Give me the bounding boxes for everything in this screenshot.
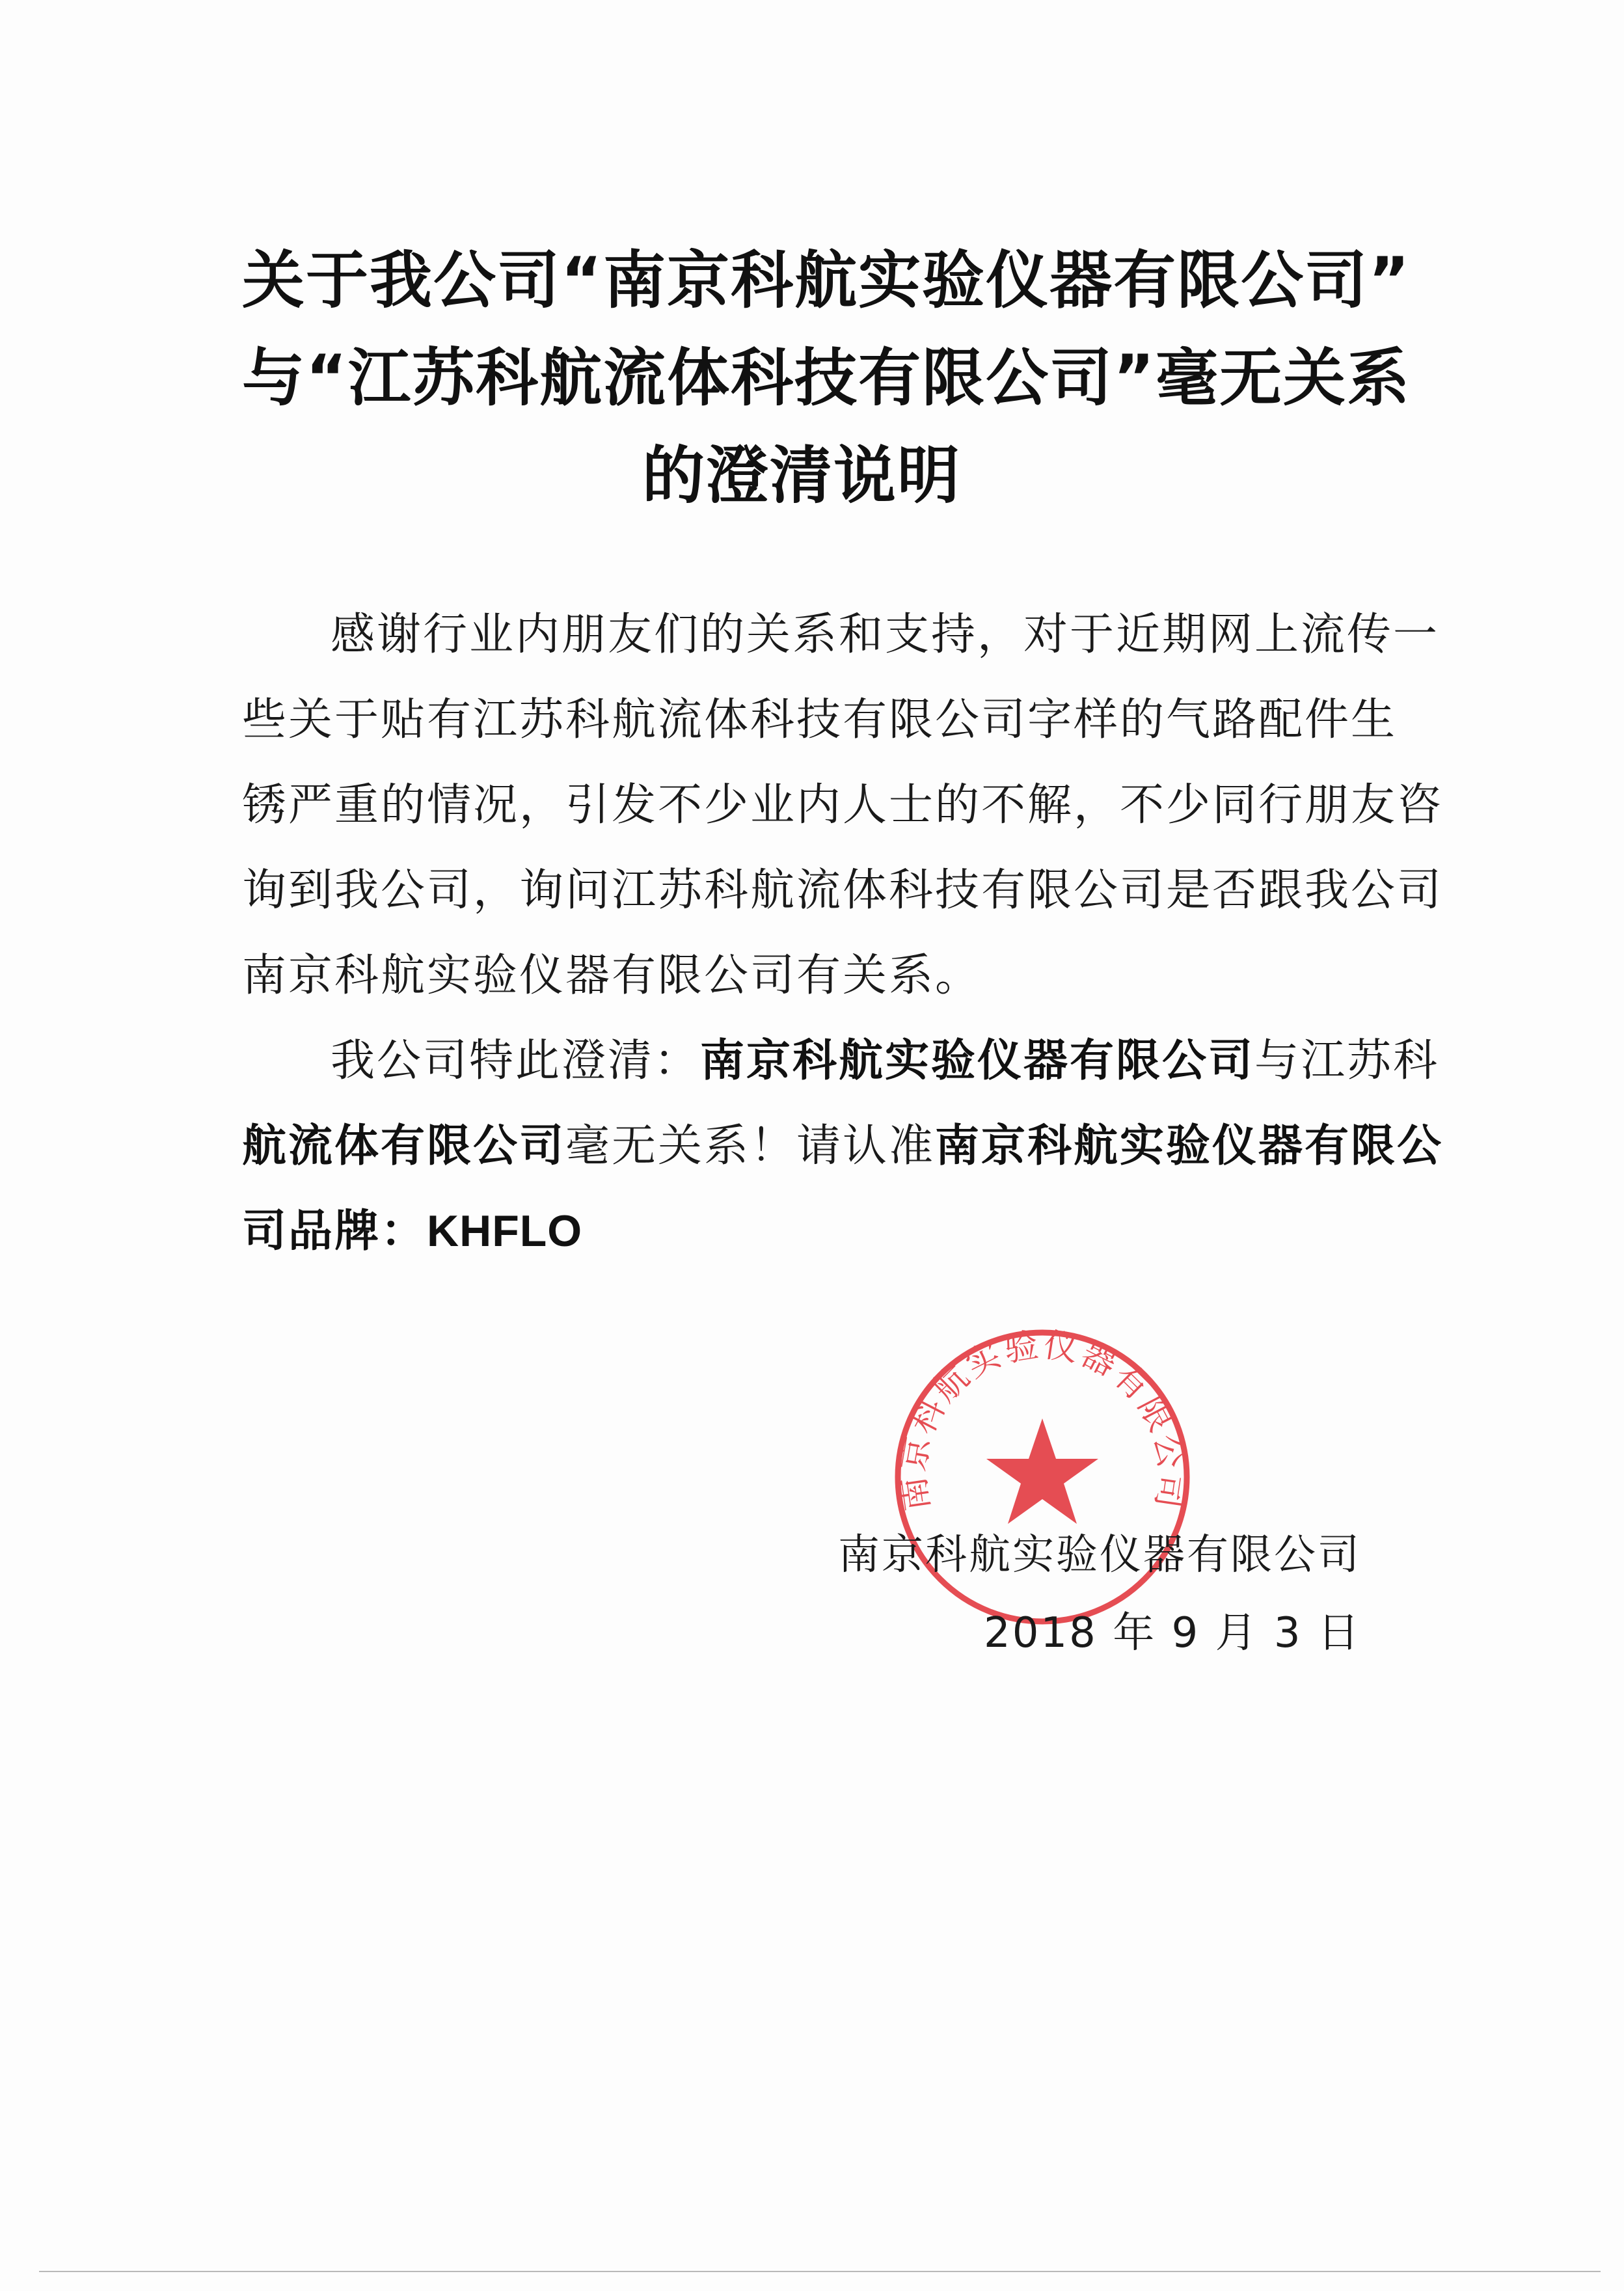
paragraph-2-line <box>242 1018 1440 1104</box>
no-relation-text: 毫无关系！请认准 <box>565 1120 936 1172</box>
paragraph-1-line <box>242 592 1440 677</box>
paragraph-1-text: 感谢行业内朋友们的关系和支持，对于近期网上流传一 <box>331 609 1440 660</box>
company-name-bold: 南京科航实验仪器有限公 <box>935 1120 1444 1172</box>
brand-label: 司品牌： <box>242 1206 427 1257</box>
paragraph-1 <box>242 592 1444 1018</box>
other-company-bold: 航流体有限公司 <box>242 1120 566 1172</box>
paragraph-2-line <box>242 1104 1444 1189</box>
paragraph-2-line <box>242 1189 1361 1274</box>
paragraph-2 <box>242 1018 1444 1274</box>
document-title <box>242 232 1411 524</box>
signature-date: 2018 年 9 月 3 日 <box>983 1609 1361 1657</box>
connector-text: 与江苏科 <box>1254 1035 1440 1087</box>
brand-name: KHFLO <box>427 1206 583 1256</box>
clarification-lead: 我公司特此澄清： <box>331 1035 701 1087</box>
paragraph-1-line: 锈严重的情况，引发不少业内人士的不解，不少同行朋友咨 <box>242 779 1444 831</box>
company-name-bold: 南京科航实验仪器有限公司 <box>700 1035 1255 1087</box>
document-body <box>242 592 1444 1274</box>
paragraph-1-line: 询到我公司，询问江苏科航流体科技有限公司是否跟我公司 <box>242 865 1444 916</box>
title-line-3: 的澄清说明 <box>642 439 961 512</box>
seal-text: 南京科航实验仪器有限公司 <box>893 1325 1191 1513</box>
signature-company: 南京科航实验仪器有限公司 <box>838 1531 1361 1579</box>
paragraph-1-line: 南京科航实验仪器有限公司有关系。 <box>242 950 982 1001</box>
seal-star-icon <box>986 1418 1098 1524</box>
title-line-2: 与“江苏科航流体科技有限公司”毫无关系 <box>242 342 1411 414</box>
signature-block <box>838 1516 1361 1672</box>
scan-edge-line <box>39 2271 1601 2272</box>
paragraph-1-line: 些关于贴有江苏科航流体科技有限公司字样的气路配件生 <box>242 694 1398 746</box>
title-line-1: 关于我公司“南京科航实验仪器有限公司” <box>242 244 1411 317</box>
